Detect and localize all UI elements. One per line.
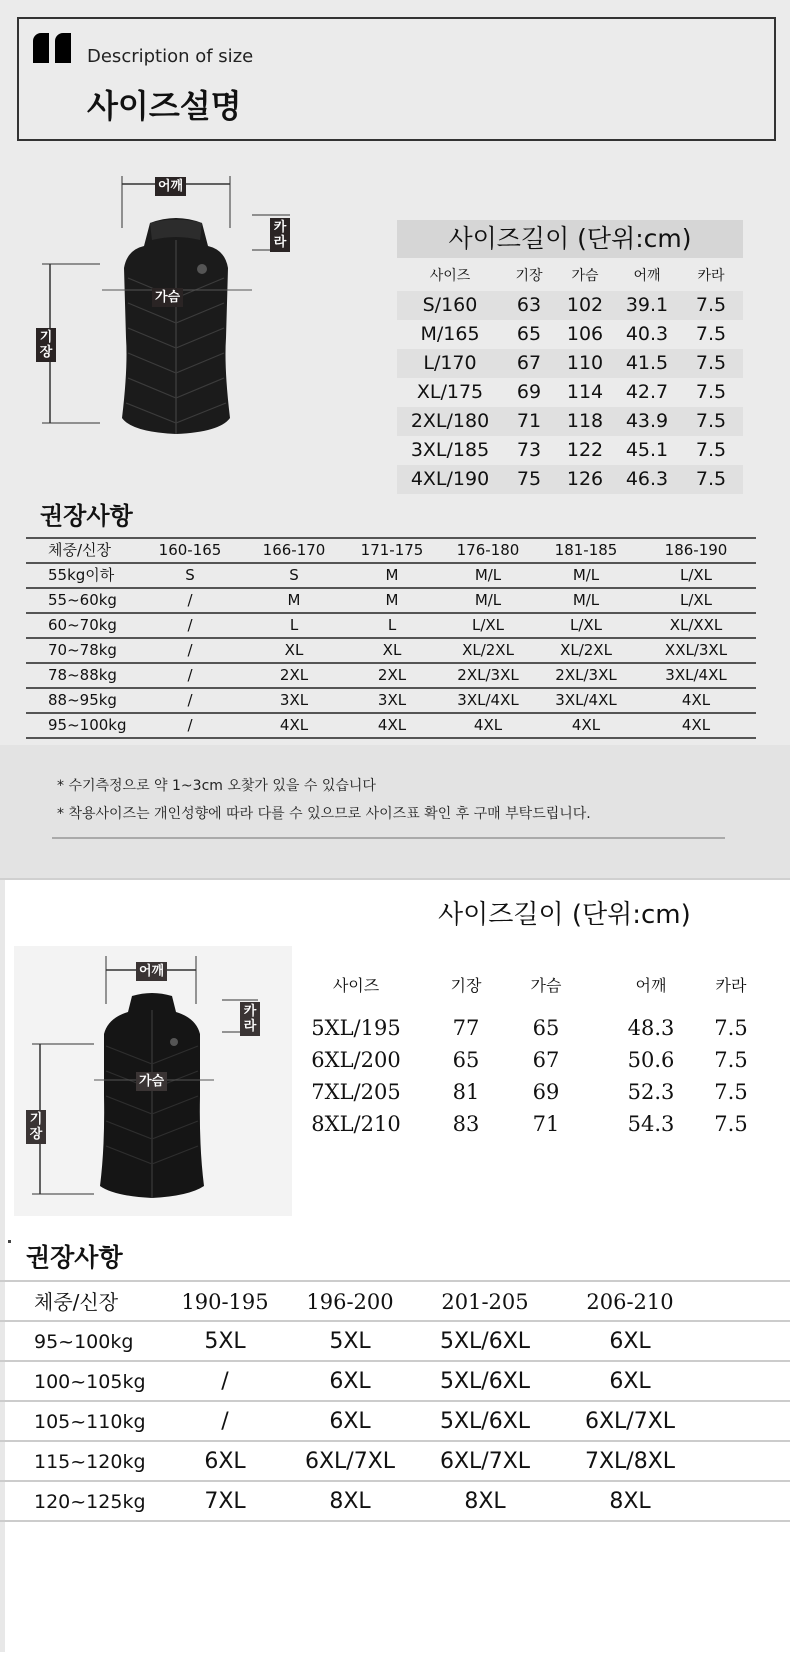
table-cell: 81: [452, 1080, 480, 1104]
table-cell: 7.5: [714, 1080, 748, 1104]
table-cell: /: [187, 666, 193, 684]
table-cell: L/XL: [569, 616, 603, 634]
table-cell: 54.3: [627, 1112, 675, 1136]
table-row: [26, 589, 756, 614]
header-cell: 160-165: [158, 541, 222, 559]
table-cell: 110: [566, 352, 604, 374]
table-header: [306, 970, 766, 1002]
table-cell: 4XL: [571, 716, 601, 734]
table-cell: /: [187, 591, 193, 609]
table-cell: L: [387, 616, 397, 634]
row-label-cell: 95~100kg: [34, 1331, 134, 1353]
table-cell: 114: [566, 381, 604, 403]
table-cell: 43.9: [625, 410, 669, 432]
table-cell: 7.5: [695, 468, 727, 490]
description-title-en: Description of size: [87, 46, 254, 67]
table-cell: S: [185, 566, 195, 584]
table-cell: 102: [566, 294, 604, 316]
header-cell: 체중/신장: [34, 1290, 119, 1314]
table-cell: 106: [566, 323, 604, 345]
table-cell: 6XL/7XL: [584, 1409, 676, 1434]
table-cell: 50.6: [627, 1048, 675, 1072]
collar-label-top: 카: [273, 220, 287, 235]
table-cell: 4XL: [377, 716, 407, 734]
table-row: [397, 320, 743, 349]
table-row: [397, 436, 743, 465]
length-label-2: [26, 1110, 46, 1144]
recommendation-table-1: [26, 537, 756, 739]
table-cell: 3XL/4XL: [555, 691, 617, 709]
table-cell: 40.3: [625, 323, 669, 345]
recommendation-2-title: 권장사항: [26, 1243, 123, 1272]
description-title-ko: 사이즈설명: [87, 87, 242, 125]
table-row: [0, 1402, 790, 1442]
table-cell: 2XL: [377, 666, 407, 684]
table-row: [397, 349, 743, 378]
table-row: [26, 689, 756, 714]
header-cell: 186-190: [664, 541, 728, 559]
table-cell: XL: [284, 641, 304, 659]
table-cell: 69: [516, 381, 542, 403]
shoulder-label: 어깨: [155, 177, 186, 196]
header-cell: 사이즈: [332, 976, 380, 995]
length-label: [36, 328, 56, 362]
row-label-cell: 3XL/185: [410, 439, 490, 461]
table-cell: 5XL: [204, 1329, 246, 1354]
row-label-cell: 4XL/190: [410, 468, 490, 490]
table-cell: 8XL: [329, 1489, 371, 1514]
header-cell: 190-195: [181, 1290, 269, 1314]
header-cell: 사이즈: [429, 268, 471, 284]
table-cell: M/L: [572, 566, 600, 584]
table-cell: 8XL: [464, 1489, 506, 1514]
table-row: [26, 664, 756, 689]
row-label-cell: L/170: [423, 352, 477, 374]
row-label-cell: M/165: [420, 323, 480, 345]
notes-area: [0, 745, 790, 880]
table-cell: 46.3: [625, 468, 669, 490]
table-row: [306, 1044, 766, 1076]
table-cell: 71: [532, 1112, 560, 1136]
table-cell: 3XL: [377, 691, 407, 709]
row-label-cell: 115~120kg: [34, 1451, 146, 1473]
table-cell: 69: [532, 1080, 560, 1104]
table-cell: 7.5: [695, 439, 727, 461]
size-table-2-title: 사이즈길이 (단위:cm): [438, 900, 691, 930]
size-table-1-title: 사이즈길이 (단위:cm): [397, 220, 743, 258]
table-cell: 6XL: [609, 1369, 651, 1394]
table-cell: 5XL/6XL: [439, 1329, 531, 1354]
table-cell: 7XL: [204, 1489, 246, 1514]
table-cell: 77: [452, 1016, 480, 1040]
row-label-cell: 2XL/180: [410, 410, 490, 432]
table-row: [0, 1442, 790, 1482]
divider: [52, 837, 725, 839]
table-cell: 6XL/7XL: [439, 1449, 531, 1474]
vest-diagram-2: [14, 946, 292, 1216]
table-cell: 4XL: [473, 716, 503, 734]
row-label-cell: 88~95kg: [48, 691, 117, 709]
header-cell: 카라: [697, 268, 725, 284]
table-cell: XL/2XL: [462, 641, 514, 659]
header-cell: 가슴: [530, 976, 562, 995]
table-cell: 42.7: [625, 381, 669, 403]
table-cell: 75: [516, 468, 542, 490]
table-cell: 7.5: [714, 1016, 748, 1040]
size-section-2: [0, 878, 790, 1650]
table-cell: 7.5: [695, 294, 727, 316]
table-row: [26, 564, 756, 589]
table-row: [397, 407, 743, 436]
table-cell: 7XL/8XL: [584, 1449, 676, 1474]
collar-label-bottom: 라: [273, 235, 287, 250]
collar-label-2: [240, 1002, 260, 1036]
row-label-cell: 120~125kg: [34, 1491, 146, 1513]
length-label-top: 기: [29, 1112, 43, 1127]
row-label-cell: 55~60kg: [48, 591, 117, 609]
bullet-mark: [8, 1240, 11, 1243]
table-cell: 7.5: [695, 352, 727, 374]
table-cell: /: [187, 641, 193, 659]
table-cell: XL: [382, 641, 402, 659]
table-cell: S: [289, 566, 299, 584]
row-label-cell: 6XL/200: [311, 1048, 401, 1072]
row-label-cell: 5XL/195: [311, 1016, 401, 1040]
chest-label: 가슴: [152, 288, 183, 307]
table-row: [306, 1012, 766, 1044]
table-cell: 7.5: [695, 323, 727, 345]
header-cell: 181-185: [554, 541, 618, 559]
table-row: [397, 291, 743, 320]
quote-icon: [33, 33, 77, 63]
header-cell: 가슴: [571, 268, 599, 284]
table-cell: 65: [532, 1016, 560, 1040]
table-cell: 4XL: [279, 716, 309, 734]
table-cell: 8XL: [609, 1489, 651, 1514]
table-cell: 52.3: [627, 1080, 675, 1104]
vest-image: [20, 168, 310, 498]
table-cell: 7.5: [695, 381, 727, 403]
table-cell: 6XL/7XL: [304, 1449, 396, 1474]
note-2: * 착용사이즈는 개인성향에 따라 다를 수 있으므로 사이즈표 확인 후 구매 부탁드립니다.: [57, 806, 591, 822]
table-cell: 2XL: [279, 666, 309, 684]
row-label-cell: 70~78kg: [48, 641, 117, 659]
table-cell: 63: [516, 294, 542, 316]
table-cell: 45.1: [625, 439, 669, 461]
table-cell: L/XL: [679, 591, 713, 609]
row-label-cell: 7XL/205: [311, 1080, 401, 1104]
table-row: [26, 714, 756, 739]
table-cell: 3XL: [279, 691, 309, 709]
table-cell: M: [385, 566, 399, 584]
row-label-cell: 78~88kg: [48, 666, 117, 684]
recommendation-table-2: [0, 1280, 790, 1522]
header-cell: 166-170: [262, 541, 326, 559]
note-1: * 수기측정으로 약 1~3cm 오찿가 있을 수 있습니다: [57, 778, 376, 794]
size-table-2: [306, 970, 766, 1140]
table-cell: 4XL: [681, 691, 711, 709]
table-cell: M: [385, 591, 399, 609]
table-cell: 7.5: [714, 1112, 748, 1136]
table-cell: /: [187, 616, 193, 634]
table-cell: L/XL: [471, 616, 505, 634]
row-label-cell: 8XL/210: [311, 1112, 401, 1136]
length-label-bottom: 장: [39, 345, 53, 360]
header-cell: 체중/신장: [48, 541, 112, 559]
table-cell: 41.5: [625, 352, 669, 374]
size-section-1: [0, 0, 790, 745]
table-cell: /: [221, 1369, 229, 1394]
header-cell: 어깨: [635, 976, 667, 995]
table-cell: 2XL/3XL: [457, 666, 519, 684]
size-table-1: [397, 262, 743, 494]
header-cell: 기장: [450, 976, 482, 995]
table-cell: 67: [532, 1048, 560, 1072]
table-row: [0, 1322, 790, 1362]
table-cell: XL/2XL: [560, 641, 612, 659]
table-header: [397, 262, 743, 291]
table-cell: 6XL: [329, 1409, 371, 1434]
header-cell: 171-175: [360, 541, 424, 559]
header-cell: 어깨: [633, 268, 661, 284]
table-cell: 118: [566, 410, 604, 432]
table-cell: M: [287, 591, 301, 609]
collar-label-top: 카: [243, 1004, 257, 1019]
length-label-top: 기: [39, 330, 53, 345]
table-cell: 5XL: [329, 1329, 371, 1354]
table-cell: 67: [516, 352, 542, 374]
table-cell: /: [187, 691, 193, 709]
table-row: [397, 465, 743, 494]
header-cell: 206-210: [586, 1290, 674, 1314]
table-cell: 73: [516, 439, 542, 461]
table-cell: M/L: [572, 591, 600, 609]
chest-label-2: 가슴: [136, 1072, 167, 1091]
table-cell: 122: [566, 439, 604, 461]
table-cell: 6XL: [329, 1369, 371, 1394]
table-row: [0, 1482, 790, 1522]
row-label-cell: 55kg이하: [48, 566, 115, 584]
row-label-cell: 60~70kg: [48, 616, 117, 634]
table-cell: 48.3: [627, 1016, 675, 1040]
table-cell: 83: [452, 1112, 480, 1136]
length-label-bottom: 장: [29, 1127, 43, 1142]
table-cell: 4XL: [681, 716, 711, 734]
row-label-cell: 100~105kg: [34, 1371, 146, 1393]
left-edge: [0, 880, 5, 1652]
table-cell: XL/XXL: [669, 616, 723, 634]
table-cell: 6XL: [204, 1449, 246, 1474]
table-header: [0, 1282, 790, 1322]
shoulder-label-2: 어깨: [136, 962, 167, 981]
header-cell: 196-200: [306, 1290, 394, 1314]
table-cell: 7.5: [695, 410, 727, 432]
table-row: [0, 1362, 790, 1402]
header-cell: 176-180: [456, 541, 520, 559]
recommendation-1-title: 권장사항: [40, 502, 133, 530]
table-cell: 39.1: [625, 294, 669, 316]
collar-label: [270, 218, 290, 252]
table-cell: 5XL/6XL: [439, 1409, 531, 1434]
table-row: [26, 639, 756, 664]
table-cell: 71: [516, 410, 542, 432]
vest-diagram: [20, 168, 310, 498]
table-cell: 3XL/4XL: [457, 691, 519, 709]
table-cell: 2XL/3XL: [555, 666, 617, 684]
table-header: [26, 539, 756, 564]
table-cell: 65: [452, 1048, 480, 1072]
header-cell: 카라: [715, 976, 747, 995]
table-row: [397, 378, 743, 407]
table-cell: M/L: [474, 566, 502, 584]
header-cell: 기장: [515, 268, 543, 284]
row-label-cell: 105~110kg: [34, 1411, 146, 1433]
table-cell: M/L: [474, 591, 502, 609]
table-cell: 7.5: [714, 1048, 748, 1072]
table-cell: 3XL/4XL: [665, 666, 727, 684]
table-cell: L: [289, 616, 299, 634]
row-label-cell: XL/175: [416, 381, 484, 403]
table-cell: 126: [566, 468, 604, 490]
table-row: [26, 614, 756, 639]
table-cell: 65: [516, 323, 542, 345]
table-cell: 6XL: [609, 1329, 651, 1354]
row-label-cell: S/160: [422, 294, 478, 316]
header-cell: 201-205: [441, 1290, 529, 1314]
table-row: [306, 1076, 766, 1108]
table-cell: 5XL/6XL: [439, 1369, 531, 1394]
table-row: [306, 1108, 766, 1140]
collar-label-bottom: 라: [243, 1019, 257, 1034]
table-cell: /: [187, 716, 193, 734]
table-cell: XXL/3XL: [664, 641, 728, 659]
row-label-cell: 95~100kg: [48, 716, 127, 734]
header-box: [17, 17, 776, 141]
table-cell: /: [221, 1409, 229, 1434]
table-cell: L/XL: [679, 566, 713, 584]
